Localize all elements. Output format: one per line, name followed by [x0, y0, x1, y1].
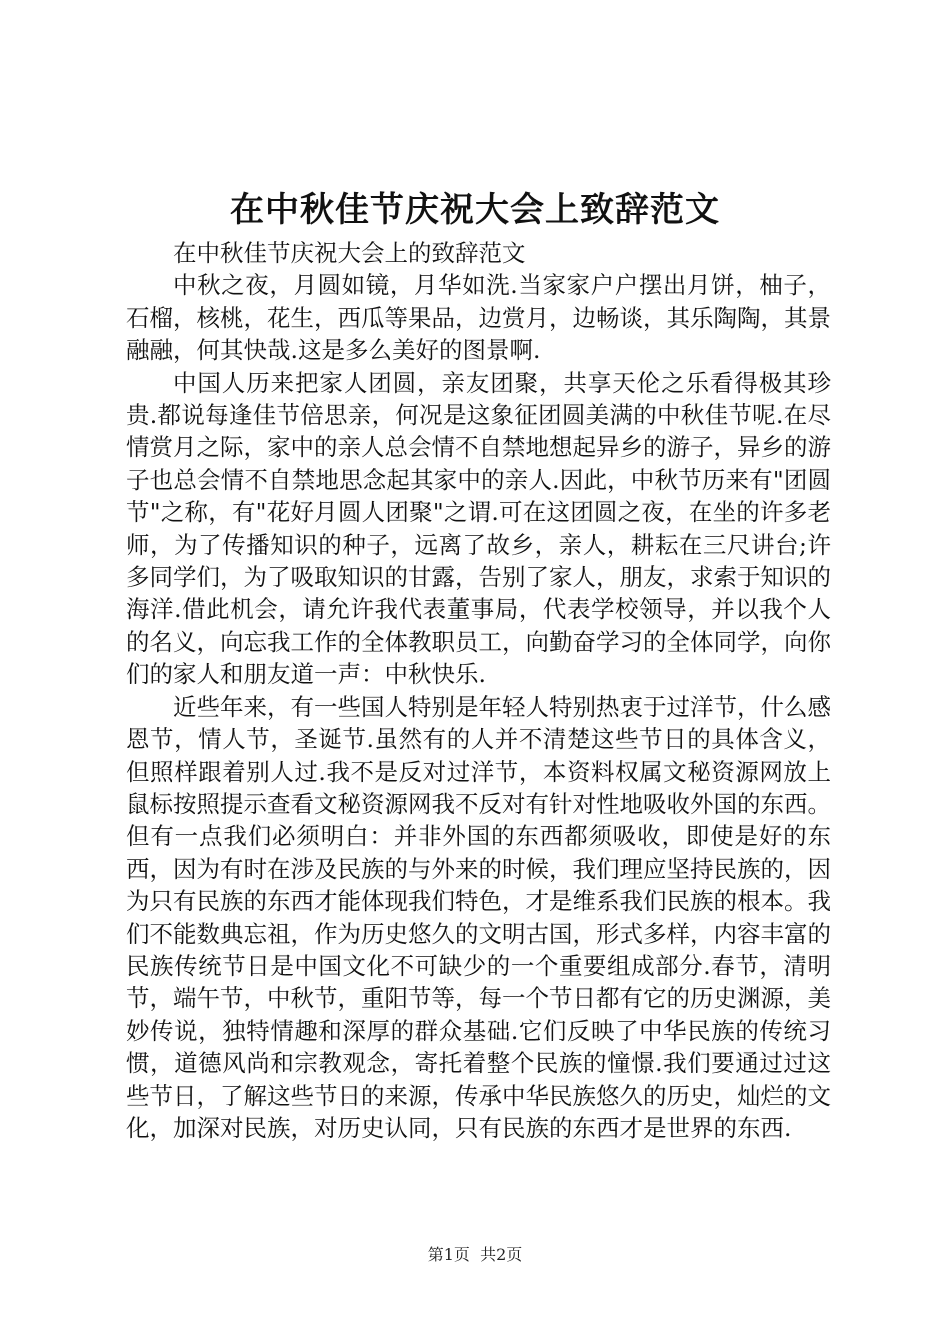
page-footer [0, 1244, 950, 1266]
document-title: 在中秋佳节庆祝大会上致辞范文 [230, 190, 720, 230]
paragraph-3: 近些年来，有一些国人特别是年轻人特别热衷于过洋节，什么感恩节，情人节，圣诞节.虽然有的人并不清楚这些节日的具体含义，但照样跟着别人过.我不是反对过洋节，本资料权属文秘资源网放上鼠标按照提示查看文秘资源网我不反对有针对性地吸收外国的东西。但有一点我们必须明白：并非外国的东西都须吸收，即使是好的东西，因为有时在涉及民族的与外来的时候，我们理应坚持民族的，因为只有民族的东西才能体现我们特色，才是维系我们民族的根本。我们不能数典忘祖，作为历史悠久的文明古国，形式多样，内容丰富的民族传统节日是中国文化不可缺少的一个重要组成部分.春节，清明节，端午节，中秋节，重阳节等，每一个节日都有它的历史渊源，美妙传说，独特情趣和深厚的群众基础.它们反映了中华民族的传统习惯，道德风尚和宗教观念，寄托着整个民族的憧憬.我们要通过过这些节日，了解这些节日的来源，传承中华民族悠久的历史，灿烂的文化，加深对民族，对历史认同，只有民族的东西才是世界的东西. [126, 692, 831, 1142]
document-body [126, 237, 831, 1144]
page-number: 第1页 共2页 [427, 1245, 523, 1264]
paragraph-2: 中国人历来把家人团圆，亲友团聚，共享天伦之乐看得极其珍贵.都说每逢佳节倍思亲，何况是这象征团圆美满的中秋佳节呢.在尽情赏月之际，家中的亲人总会情不自禁地想起异乡的游子，异乡的游子也总会情不自禁地思念起其家中的亲人.因此，中秋节历来有"团圆节"之称，有"花好月圆人团聚"之谓.可在这团圆之夜，在坐的许多老师，为了传播知识的种子，远离了故乡，亲人，耕耘在三尺讲台;许多同学们，为了吸取知识的甘露，告别了家人，朋友，求索于知识的海洋.借此机会，请允许我代表董事局，代表学校领导，并以我个人的名义，向忘我工作的全体教职员工，向勤奋学习的全体同学，向你们的家人和朋友道一声：中秋快乐. [126, 368, 831, 689]
paragraph-subtitle: 在中秋佳节庆祝大会上的致辞范文 [173, 239, 526, 267]
paragraph-1: 中秋之夜，月圆如镜，月华如洗.当家家户户摆出月饼，柚子，石榴，核桃，花生，西瓜等果品，边赏月，边畅谈，其乐陶陶，其景融融，何其快哉.这是多么美好的图景啊. [126, 271, 831, 365]
